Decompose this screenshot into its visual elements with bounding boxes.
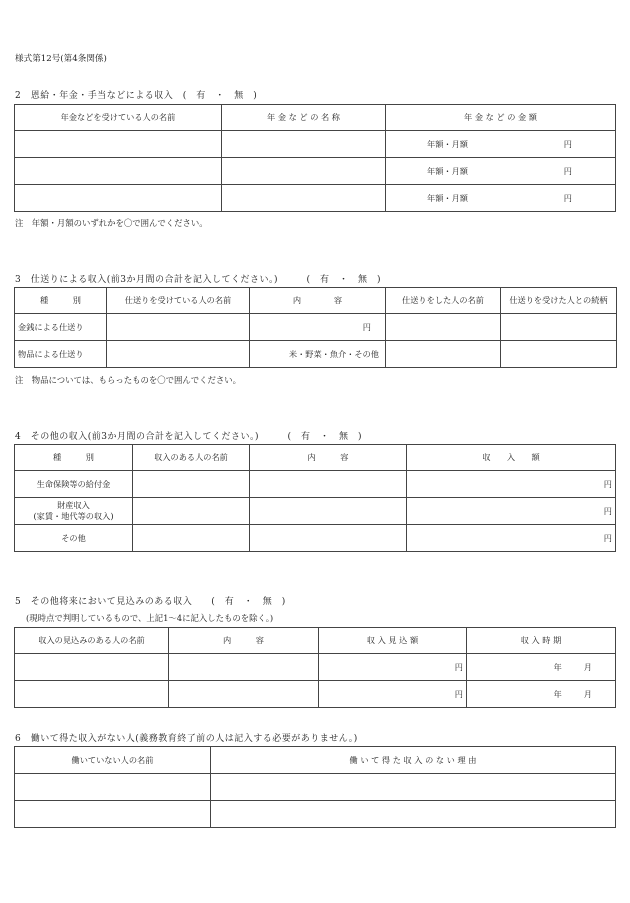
section-6-title: 6 働いて得た収入がない人(義務教育終了前の人は記入する必要がありません。) [15, 734, 358, 744]
pension-title-cell[interactable] [222, 158, 386, 185]
other-amount-cell[interactable]: 円 [407, 525, 616, 552]
freq-label[interactable]: 年額・月額 [427, 138, 468, 149]
yen-unit: 円 [563, 138, 572, 149]
future-header-amount: 収 入 見 込 額 [319, 628, 467, 654]
other-header-amount: 収 入 額 [407, 445, 616, 471]
future-header-name: 収入の見込みのある人の名前 [15, 628, 169, 654]
other-header-content: 内 容 [250, 445, 407, 471]
other-header-name: 収入のある人の名前 [133, 445, 250, 471]
pension-header-amount: 年 金 な ど の 金 額 [386, 105, 616, 131]
pension-title-cell[interactable] [222, 185, 386, 212]
future-name-cell[interactable] [15, 681, 169, 708]
other-type-label: その他 [15, 525, 133, 552]
remit-header-recipient: 仕送りを受けている人の名前 [107, 288, 250, 314]
future-timing-cell[interactable] [467, 654, 616, 681]
yen-unit: 円 [563, 165, 572, 176]
other-header-type: 種 別 [15, 445, 133, 471]
freq-label[interactable]: 年額・月額 [427, 165, 468, 176]
month-label: 月 [583, 661, 592, 672]
form-label: 様式第12号(第4条関係) [15, 54, 107, 64]
other-name-cell[interactable] [133, 471, 250, 498]
section-2-title: 2 恩給・年金・手当などによる収入 ( 有 ・ 無 ) [15, 91, 258, 101]
remit-header-type: 種 別 [15, 288, 107, 314]
remit-sender-cell[interactable] [386, 314, 501, 341]
noincome-name-cell[interactable] [15, 774, 211, 801]
other-type-label: 財産収入 (家賃・地代等の収入) [15, 498, 133, 525]
remit-relation-cell[interactable] [501, 314, 617, 341]
noincome-reason-cell[interactable] [211, 774, 616, 801]
remit-sender-cell[interactable] [386, 341, 501, 368]
no-income-table [14, 746, 616, 828]
freq-label[interactable]: 年額・月額 [427, 192, 468, 203]
section-3-note: 注 物品については、もらったものを〇で囲んでください。 [15, 375, 241, 385]
yen-unit: 円 [563, 192, 572, 203]
remit-header-relation: 仕送りを受けた人との続柄 [501, 288, 617, 314]
section-5-title: 5 その他将来において見込みのある収入 ( 有 ・ 無 ) [15, 597, 286, 607]
other-name-cell[interactable] [133, 498, 250, 525]
pension-table [14, 104, 616, 212]
noincome-header-reason: 働 い て 得 た 収 入 の な い 理 由 [211, 747, 616, 774]
future-name-cell[interactable] [15, 654, 169, 681]
other-amount-cell[interactable]: 円 [407, 498, 616, 525]
future-amount-cell[interactable]: 円 [319, 681, 467, 708]
pension-header-title: 年 金 な ど の 名 称 [222, 105, 386, 131]
month-label: 月 [583, 688, 592, 699]
noincome-reason-cell[interactable] [211, 801, 616, 828]
pension-name-cell[interactable] [15, 131, 222, 158]
section-3-title: 3 仕送りによる収入(前3か月間の合計を記入してください。) ( 有 ・ 無 ) [15, 275, 381, 285]
remit-recipient-cell[interactable] [107, 314, 250, 341]
remit-header-sender: 仕送りをした人の名前 [386, 288, 501, 314]
pension-name-cell[interactable] [15, 158, 222, 185]
future-header-content: 内 容 [169, 628, 319, 654]
noincome-header-name: 働いていない人の名前 [15, 747, 211, 774]
future-content-cell[interactable] [169, 654, 319, 681]
other-type-label: 生命保険等の給付金 [15, 471, 133, 498]
remit-header-content: 内 容 [250, 288, 386, 314]
remit-type-label: 金銭による仕送り [15, 314, 107, 341]
remit-relation-cell[interactable] [501, 341, 617, 368]
future-timing-cell[interactable] [467, 681, 616, 708]
pension-amount-cell[interactable] [386, 185, 616, 212]
other-content-cell[interactable] [250, 498, 407, 525]
remit-content-cell[interactable]: 米・野菜・魚介・その他 [250, 341, 386, 368]
other-name-cell[interactable] [133, 525, 250, 552]
section-4-title: 4 その他の収入(前3か月間の合計を記入してください。) ( 有 ・ 無 ) [15, 432, 362, 442]
pension-header-name: 年金などを受けている人の名前 [15, 105, 222, 131]
future-header-timing: 収 入 時 期 [467, 628, 616, 654]
future-income-table [14, 627, 616, 708]
remittance-table [14, 287, 617, 368]
pension-title-cell[interactable] [222, 131, 386, 158]
pension-amount-cell[interactable] [386, 131, 616, 158]
section-2-note: 注 年額・月額のいずれかを〇で囲んでください。 [15, 218, 208, 228]
other-content-cell[interactable] [250, 471, 407, 498]
remit-content-cell[interactable]: 円 [250, 314, 386, 341]
year-label: 年 [553, 688, 562, 699]
future-content-cell[interactable] [169, 681, 319, 708]
other-content-cell[interactable] [250, 525, 407, 552]
other-amount-cell[interactable]: 円 [407, 471, 616, 498]
remit-type-label: 物品による仕送り [15, 341, 107, 368]
noincome-name-cell[interactable] [15, 801, 211, 828]
other-income-table [14, 444, 616, 552]
remit-recipient-cell[interactable] [107, 341, 250, 368]
pension-name-cell[interactable] [15, 185, 222, 212]
year-label: 年 [553, 661, 562, 672]
pension-amount-cell[interactable] [386, 158, 616, 185]
future-amount-cell[interactable]: 円 [319, 654, 467, 681]
section-5-subtitle: (現時点で判明しているもので、上記1～4に記入したものを除く。) [26, 613, 274, 623]
